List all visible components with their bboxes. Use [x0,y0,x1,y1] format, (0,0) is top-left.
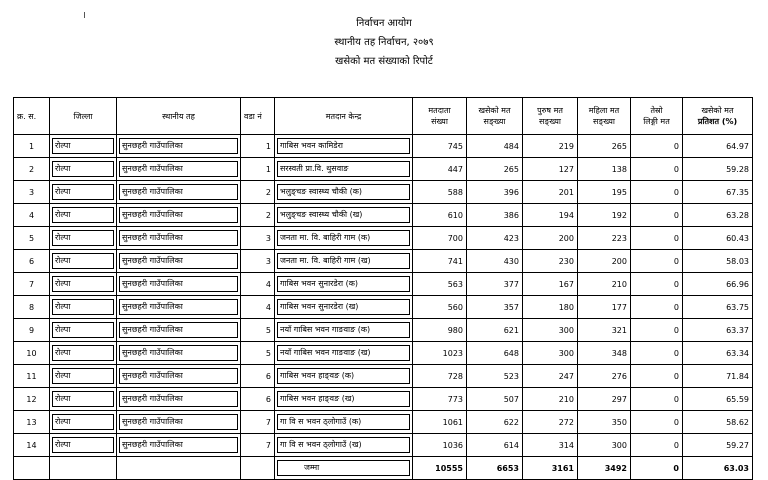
cell-sn: 4 [14,204,50,227]
cell-percent: 59.28 [683,158,753,181]
cell-ward: 4 [241,296,275,319]
cell-sn: 2 [14,158,50,181]
cell-female: 300 [578,434,631,457]
cell-female: 210 [578,273,631,296]
cell-cast: 622 [467,411,523,434]
cell-third: 0 [631,204,683,227]
cell-third: 0 [631,296,683,319]
cell-third: 0 [631,388,683,411]
cell-local-level-text: सुनछहरी गाउँपालिका [119,391,238,407]
cell-center-text: गाबिस भवन हाङ्वङ (ख) [277,391,410,407]
cell-male: 300 [523,342,578,365]
total-voters: 10555 [413,457,467,480]
cell-local-level-text: सुनछहरी गाउँपालिका [119,184,238,200]
cell-sn: 13 [14,411,50,434]
cell-sn: 1 [14,135,50,158]
cell-district [50,273,117,296]
cell-ward: 2 [241,181,275,204]
cell-sn: 6 [14,250,50,273]
cell-voters: 560 [413,296,467,319]
cell-sn: 14 [14,434,50,457]
table-row [14,434,753,457]
cell-male: 230 [523,250,578,273]
cell-district-text: रोल्पा [52,368,114,384]
cell-voters: 1061 [413,411,467,434]
totals-row [14,457,753,480]
cell-sn: 5 [14,227,50,250]
cell-male: 194 [523,204,578,227]
totals-label-cell [275,457,413,480]
cell-local-level [117,365,241,388]
cell-local-level-text: सुनछहरी गाउँपालिका [119,299,238,315]
cell-center [275,434,413,457]
cell-cast: 386 [467,204,523,227]
cell-district-text: रोल्पा [52,391,114,407]
cell-local-level [117,204,241,227]
cell-voters: 700 [413,227,467,250]
cell-sn: 12 [14,388,50,411]
cell-local-level [117,319,241,342]
col-voters: मतदाता संख्या [413,98,467,135]
cell-female: 192 [578,204,631,227]
cell-male: 127 [523,158,578,181]
cell-district-text: रोल्पा [52,437,114,453]
header-title: निर्वाचन आयोग [356,18,412,29]
cell-ward: 1 [241,135,275,158]
cell-center [275,319,413,342]
cell-local-level [117,273,241,296]
cell-center-text: जनता मा. वि. बाहिरी गाम (क) [277,230,410,246]
cell-ward: 5 [241,319,275,342]
header-report-name: खसेको मत संख्याको रिपोर्ट [335,56,433,67]
table-footer [14,457,753,480]
cell-percent: 71.84 [683,365,753,388]
cell-center-text: गाबिस भवन कामिडेरा [277,138,410,154]
cell-center-text: गाबिस भवन सुनारडेरा (ख) [277,299,410,315]
cell-third: 0 [631,365,683,388]
cell-local-level-text: सुनछहरी गाउँपालिका [119,437,238,453]
cell-local-level [117,135,241,158]
table-row [14,227,753,250]
cell-ward: 7 [241,411,275,434]
cell-district-text: रोल्पा [52,276,114,292]
cell-local-level-text: सुनछहरी गाउँपालिका [119,253,238,269]
cell-sn: 10 [14,342,50,365]
cell-district [50,135,117,158]
cell-sn: 9 [14,319,50,342]
cell-ward: 5 [241,342,275,365]
col-district: जिल्ला [50,98,117,135]
cell-male: 272 [523,411,578,434]
total-female: 3492 [578,457,631,480]
cell-male: 247 [523,365,578,388]
cell-local-level-text: सुनछहरी गाउँपालिका [119,138,238,154]
cell-center-text: नयाँ गाबिस भवन गाङवाङ (ख) [277,345,410,361]
cell-center-text: नयाँ गाबिस भवन गाङवाङ (क) [277,322,410,338]
cell-center [275,158,413,181]
cell-center [275,227,413,250]
cell-cast: 523 [467,365,523,388]
cell-district [50,342,117,365]
total-percent: 63.03 [683,457,753,480]
table-row [14,296,753,319]
cell-local-level-text: सुनछहरी गाउँपालिका [119,207,238,223]
cell-ward: 6 [241,365,275,388]
cell-center-text: गाबिस भवन हाङ्वङ (क) [277,368,410,384]
cell-cast: 648 [467,342,523,365]
cell-district-text: रोल्पा [52,230,114,246]
cell-local-level [117,227,241,250]
header-subtitle: स्थानीय तह निर्वाचन, २०७९ [334,37,434,48]
table-row [14,135,753,158]
cell-voters: 980 [413,319,467,342]
cell-center [275,250,413,273]
cell-male: 167 [523,273,578,296]
cell-percent: 64.97 [683,135,753,158]
cell-voters: 728 [413,365,467,388]
cell-female: 348 [578,342,631,365]
table-row [14,273,753,296]
col-male: पुरुष मत सङ्ख्या [523,98,578,135]
cell-voters: 1023 [413,342,467,365]
cell-sn: 8 [14,296,50,319]
cell-local-level-text: सुनछहरी गाउँपालिका [119,414,238,430]
cell-voters: 588 [413,181,467,204]
table-row [14,158,753,181]
cell-district-text: रोल्पा [52,184,114,200]
cell-district [50,365,117,388]
cell-cast: 265 [467,158,523,181]
table-row [14,181,753,204]
cell-sn: 3 [14,181,50,204]
cell-local-level [117,342,241,365]
cell-local-level [117,388,241,411]
cell-third: 0 [631,319,683,342]
cell-center [275,181,413,204]
total-cast: 6653 [467,457,523,480]
cell-district-text: रोल्पा [52,253,114,269]
cell-female: 321 [578,319,631,342]
table-row [14,411,753,434]
table-row [14,342,753,365]
cell-female: 350 [578,411,631,434]
cell-center-text: गा वि स भवन ठ्लोगाउँ (क) [277,414,410,430]
cell-voters: 741 [413,250,467,273]
cell-female: 297 [578,388,631,411]
cell-voters: 773 [413,388,467,411]
cell-third: 0 [631,135,683,158]
cell-male: 180 [523,296,578,319]
cell-female: 177 [578,296,631,319]
cell-cast: 484 [467,135,523,158]
cell-voters: 1036 [413,434,467,457]
col-ward: वडा नं [241,98,275,135]
cell-male: 201 [523,181,578,204]
totals-label: जम्मा [277,460,410,476]
cell-third: 0 [631,227,683,250]
col-third: तेस्रो लिङ्गी मत [631,98,683,135]
cell-local-level-text: सुनछहरी गाउँपालिका [119,161,238,177]
cell-district-text: रोल्पा [52,207,114,223]
cell-percent: 60.43 [683,227,753,250]
cell-cast: 357 [467,296,523,319]
cell-female: 223 [578,227,631,250]
cell-third: 0 [631,181,683,204]
cell-percent: 63.34 [683,342,753,365]
cell-center [275,135,413,158]
cell-district-text: रोल्पा [52,345,114,361]
cell-voters: 745 [413,135,467,158]
table-row [14,250,753,273]
cell-local-level [117,250,241,273]
cell-ward: 3 [241,250,275,273]
cell-local-level [117,411,241,434]
cell-voters: 447 [413,158,467,181]
cell-ward: 1 [241,158,275,181]
total-male: 3161 [523,457,578,480]
cell-voters: 610 [413,204,467,227]
cell-district [50,181,117,204]
table-row [14,319,753,342]
cell-center [275,388,413,411]
cell-male: 314 [523,434,578,457]
cell-district-text: रोल्पा [52,414,114,430]
cell-district [50,319,117,342]
col-local-level: स्थानीय तह [117,98,241,135]
cell-ward: 7 [241,434,275,457]
cell-center [275,342,413,365]
cell-district-text: रोल्पा [52,138,114,154]
cell-center-text: सरस्वती प्रा.वि. थुसवाङ [277,161,410,177]
cell-female: 195 [578,181,631,204]
cell-cast: 507 [467,388,523,411]
cell-cast: 377 [467,273,523,296]
table-row [14,204,753,227]
cell-female: 138 [578,158,631,181]
cell-cast: 396 [467,181,523,204]
cell-male: 219 [523,135,578,158]
cell-percent: 63.37 [683,319,753,342]
cell-district-text: रोल्पा [52,322,114,338]
cell-male: 300 [523,319,578,342]
cell-district [50,158,117,181]
cell-sn: 7 [14,273,50,296]
cell-center [275,273,413,296]
cell-percent: 58.62 [683,411,753,434]
cell-district [50,388,117,411]
table-row [14,365,753,388]
table-row [14,388,753,411]
cell-local-level [117,181,241,204]
cell-local-level [117,434,241,457]
col-female: महिला मत सङ्ख्या [578,98,631,135]
table-body [14,135,753,457]
cell-center-text: गाबिस भवन सुनारडेरा (क) [277,276,410,292]
report-header [0,14,768,71]
cell-male: 200 [523,227,578,250]
cell-cast: 430 [467,250,523,273]
cell-percent: 58.03 [683,250,753,273]
cell-percent: 67.35 [683,181,753,204]
cell-center-text: जनता मा. वि. बाहिरी गाम (ख) [277,253,410,269]
cell-center-text: भलुङ्चङ स्वास्थ्य चौकी (ख) [277,207,410,223]
col-percent: खसेको मत प्रतिशत (%) [683,98,753,135]
cell-local-level [117,296,241,319]
cell-district [50,296,117,319]
cell-third: 0 [631,273,683,296]
cell-percent: 65.59 [683,388,753,411]
cell-center [275,296,413,319]
cell-center [275,204,413,227]
cell-percent: 63.75 [683,296,753,319]
cell-cast: 614 [467,434,523,457]
col-center: मतदान केन्द्र [275,98,413,135]
cell-center [275,411,413,434]
cell-district-text: रोल्पा [52,299,114,315]
cell-ward: 4 [241,273,275,296]
col-sn: क्र. स. [14,98,50,135]
cell-local-level-text: सुनछहरी गाउँपालिका [119,322,238,338]
cell-ward: 3 [241,227,275,250]
cell-voters: 563 [413,273,467,296]
cell-cast: 423 [467,227,523,250]
cell-center [275,365,413,388]
cell-local-level-text: सुनछहरी गाउँपालिका [119,345,238,361]
cell-female: 276 [578,365,631,388]
cell-center-text: भलुङ्चङ स्वास्थ्य चौकी (क) [277,184,410,200]
cell-third: 0 [631,434,683,457]
vote-count-table [13,97,753,480]
cell-cast: 621 [467,319,523,342]
cell-local-level-text: सुनछहरी गाउँपालिका [119,368,238,384]
cell-percent: 63.28 [683,204,753,227]
cell-district-text: रोल्पा [52,161,114,177]
cell-district [50,250,117,273]
cell-female: 265 [578,135,631,158]
cell-percent: 59.27 [683,434,753,457]
cell-sn: 11 [14,365,50,388]
cell-district [50,227,117,250]
cell-district [50,411,117,434]
cell-district [50,204,117,227]
cell-ward: 2 [241,204,275,227]
cell-district [50,434,117,457]
cell-percent: 66.96 [683,273,753,296]
cell-local-level-text: सुनछहरी गाउँपालिका [119,276,238,292]
cell-ward: 6 [241,388,275,411]
table-header [14,98,753,135]
col-cast: खसेको मत सङ्ख्या [467,98,523,135]
cell-local-level [117,158,241,181]
cell-third: 0 [631,250,683,273]
cell-local-level-text: सुनछहरी गाउँपालिका [119,230,238,246]
cell-male: 210 [523,388,578,411]
total-third: 0 [631,457,683,480]
cell-female: 200 [578,250,631,273]
cell-third: 0 [631,411,683,434]
cell-third: 0 [631,158,683,181]
cell-third: 0 [631,342,683,365]
cell-center-text: गा वि स भवन ठ्लोगाउँ (ख) [277,437,410,453]
